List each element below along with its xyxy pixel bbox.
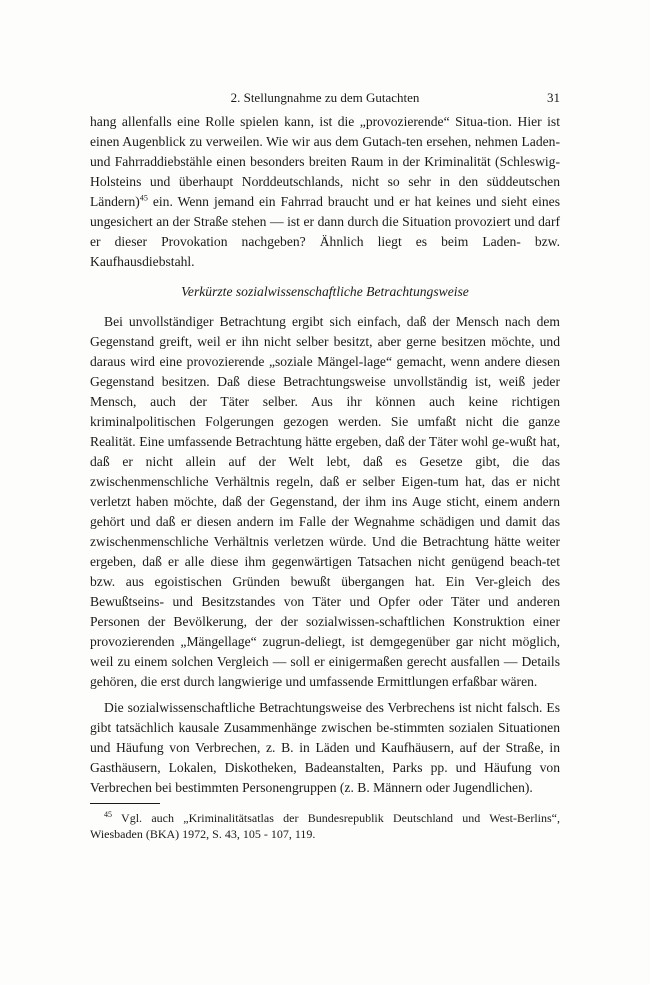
- footnote-text: Vgl. auch „Kriminalitätsatlas der Bundesrepublik Deutschland und West-Berlins“, Wiesbaden (BKA) 1972, S. 43, 105 - 107, 119.: [90, 811, 560, 841]
- footnote-reference: 45: [139, 193, 148, 203]
- paragraph-1: [90, 112, 560, 272]
- running-title: 2. Stellungnahme zu dem Gutachten: [230, 90, 420, 105]
- paragraph-2: Bei unvollständiger Betrachtung ergibt sich einfach, daß der Mensch nach dem Gegenstand greift, weil er ihn nicht selber besitzt, aber gerne besitzen möchte, und daraus wird eine provozierende „soziale Mängel-lage“ gemacht, wenn andere diesen Gegenstand besitzen. Daß diese Betrachtungsweise unvollständig ist, weiß jeder Mensch, auch der Täter selber. Aus ihr können auch keine richtigen kriminalpolitischen Folgerungen gezogen werden. Sie umfaßt nicht die ganze Realität. Eine umfassende Betrachtung hätte ergeben, daß der Täter wohl ge-wußt hat, daß er nicht allein auf der Welt lebt, daß es Gesetze gibt, die das zwischenmenschliche Verhältnis regeln, daß er selber Eigen-tum hat, das er nicht verletzt haben möchte, daß der Gegenstand, der ihm ins Auge sticht, einem andern gehört und daß er diesen andern im Falle der Wegnahme schädigen und damit das zwischenmenschliche Verhältnis verletzen würde. Und die Betrachtung hätte weiter ergeben, daß er alle diese ihm gegenwärtigen Tatsachen nicht genügend beach-tet bzw. aus egoistischen Gründen bewußt übergangen hat. Ein Ver-gleich des Bewußtseins- und Besitzstandes von Täter und Opfer oder Täter und anderen Personen der Bevölkerung, der der sozialwissen-schaftlichen Konstruktion einer provozierenden „Mängellage“ zugrun-deliegt, ist demgegenüber gar nicht möglich, weil zu einem solchen Vergleich — soll er einigermaßen gerecht ausfallen — Details gehören, die erst durch langwierige und umfassende Ermittlungen erfaßbar wären.: [90, 314, 560, 689]
- paragraph-1-text: hang allenfalls eine Rolle spielen kann, ist die „provozierende“ Situa-tion. Hier ist einen Augenblick zu verweilen. Wie wir aus dem Gutach-ten ersehen, nehmen Laden- und Fahrraddiebstähle einen besonders breiten Raum in der Kriminalität (Schleswig-Holsteins und überhaupt Norddeutschlands, nicht so sehr in den süddeutschen Ländern): [90, 114, 560, 209]
- section-subheading: Verkürzte sozialwissenschaftliche Betrachtungsweise: [181, 284, 469, 299]
- page-number: 31: [547, 90, 560, 105]
- footnote: [90, 810, 560, 842]
- paragraph-3: Die sozialwissenschaftliche Betrachtungsweise des Verbrechens ist nicht falsch. Es gibt tatsächlich kausale Zusammenhänge zwischen be-stimmten sozialen Situationen und Häufung von Verbrechen, z. B. in Läden und Kaufhäusern, auf der Straße, in Gasthäusern, Lokalen, Diskotheken, Badeanstalten, Parks pp. und Häufung von Verbrechen bei bestimmten Personengruppen (z. B. Männern oder Jugendlichen).: [90, 700, 560, 795]
- footnote-divider: [90, 803, 160, 804]
- paragraph-1-text-continued: ein. Wenn jemand ein Fahrrad braucht und er hat keines und sieht eines ungesichert an der Straße stehen — ist er dann durch die Situation provoziert und darf er dieser Provokation nachgeben? Ähnlich liegt es beim Laden- bzw. Kaufhausdiebstahl.: [90, 194, 560, 269]
- book-page: [90, 90, 560, 842]
- footnote-number: 45: [104, 810, 112, 819]
- running-header: [90, 90, 560, 112]
